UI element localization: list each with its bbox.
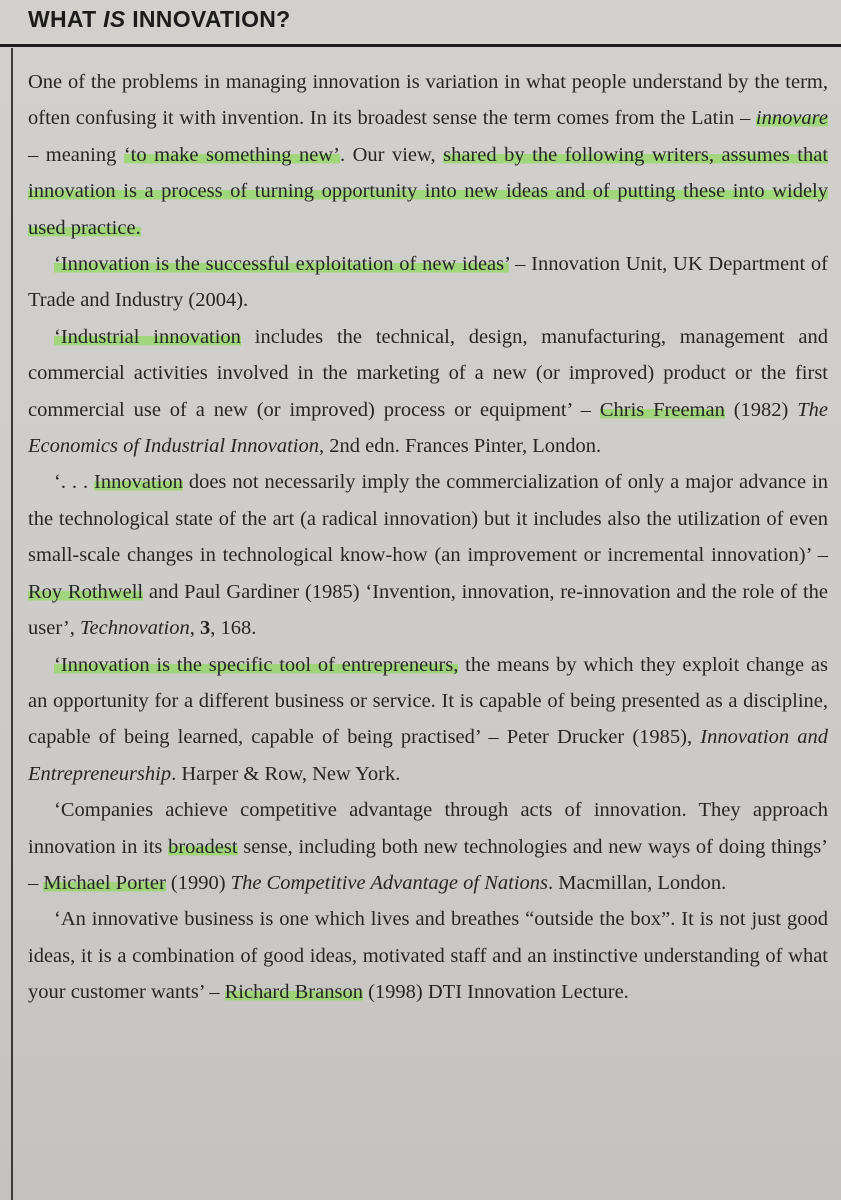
text-segment: . Macmillan, London. <box>548 871 727 894</box>
text-segment: (1982) <box>724 398 798 421</box>
text-segment: 3 <box>199 617 211 640</box>
highlighted-text: Chris Freeman <box>599 398 725 421</box>
highlighted-text: Innovation <box>94 471 183 494</box>
text-segment: Technovation <box>80 617 190 640</box>
title-part-is: IS <box>103 6 126 32</box>
text-segment: , 2nd edn. Frances Pinter, London. <box>318 435 602 458</box>
highlighted-text: ‘Innovation is the specific tool of entrepreneurs, <box>54 653 459 676</box>
text-segment: (1998) DTI Innovation Lecture. <box>362 981 629 1004</box>
paragraph <box>28 319 828 465</box>
text-segment: ‘An innovative business is one which lives and breathes “outside the box”. It is not just good ideas, it is a combination of good ideas, motivated staff and an instinctive understanding of what your customer wants’ – <box>28 908 828 1004</box>
paragraph <box>28 64 828 246</box>
body-text <box>28 64 828 1011</box>
text-segment: and Paul Gardiner (1985) ‘Invention, innovation, re-innovation and the role of the user’, <box>28 580 829 640</box>
text-segment: (1990) <box>165 871 231 894</box>
highlighted-text: Michael Porter <box>43 871 166 894</box>
title-part-what: WHAT <box>28 6 104 32</box>
text-segment: ‘. . . <box>54 471 95 494</box>
paragraph <box>28 647 828 793</box>
highlighted-text: innovare <box>755 107 828 130</box>
text-segment: does not necessarily imply the commercialization of only a major advance in the technological state of the art (a radical innovation) but it includes also the utilization of even small-scale changes in technological know-how (an improvement or incremental innovation)’ – <box>28 471 829 567</box>
paragraph <box>28 792 828 901</box>
text-segment: , <box>189 617 200 640</box>
highlighted-text: ‘Innovation is the successful exploitation of new ideas’ <box>54 253 510 276</box>
section-title <box>28 6 291 33</box>
highlighted-text: ‘Industrial innovation <box>54 325 241 348</box>
text-segment: sense, including both new technologies and new ways of doing things’ – <box>28 835 828 894</box>
text-segment: The Economics of Industrial Innovation <box>28 398 828 458</box>
highlighted-text: Richard Branson <box>224 981 363 1004</box>
text-segment: The Competitive Advantage of Nations <box>230 871 549 894</box>
text-segment: . Our view, <box>339 143 444 166</box>
highlighted-text: broadest <box>168 835 238 858</box>
text-segment: ‘Companies achieve competitive advantage through acts of innovation. They approach innovation in its <box>28 799 828 858</box>
text-segment: Innovation and Entrepreneurship <box>28 726 828 785</box>
highlighted-text: shared by the following writers, assumes that innovation is a process of turning opportunity into new ideas and of putting these into widely used practice. <box>28 143 829 239</box>
text-segment: , 168. <box>210 617 257 640</box>
paragraph <box>28 464 828 646</box>
text-segment: the means by which they exploit change as an opportunity for a different business or service. It is capable of being presented as a discipline, capable of being learned, capable of being practised’ – Peter Drucker (1985), <box>28 653 828 749</box>
text-segment: includes the technical, design, manufacturing, management and commercial activities involved in the marketing of a new (or improved) product or the first commercial use of a new (or improved) process or equipment’ – <box>28 325 828 421</box>
text-segment: – meaning <box>28 143 124 166</box>
title-part-innovation: INNOVATION? <box>125 6 291 32</box>
text-segment: – Innovation Unit, UK Department of Trade and Industry (2004). <box>28 253 828 312</box>
text-segment: One of the problems in managing innovation is variation in what people understand by the term, often confusing it with invention. In its broadest sense the term comes from the Latin – <box>28 71 828 130</box>
paragraph <box>28 246 828 319</box>
highlighted-text: Roy Rothwell <box>28 580 144 603</box>
highlighted-text: ‘to make something new’ <box>123 143 340 166</box>
section-header <box>0 0 841 47</box>
text-segment: . Harper & Row, New York. <box>171 762 401 785</box>
paragraph <box>28 901 828 1010</box>
